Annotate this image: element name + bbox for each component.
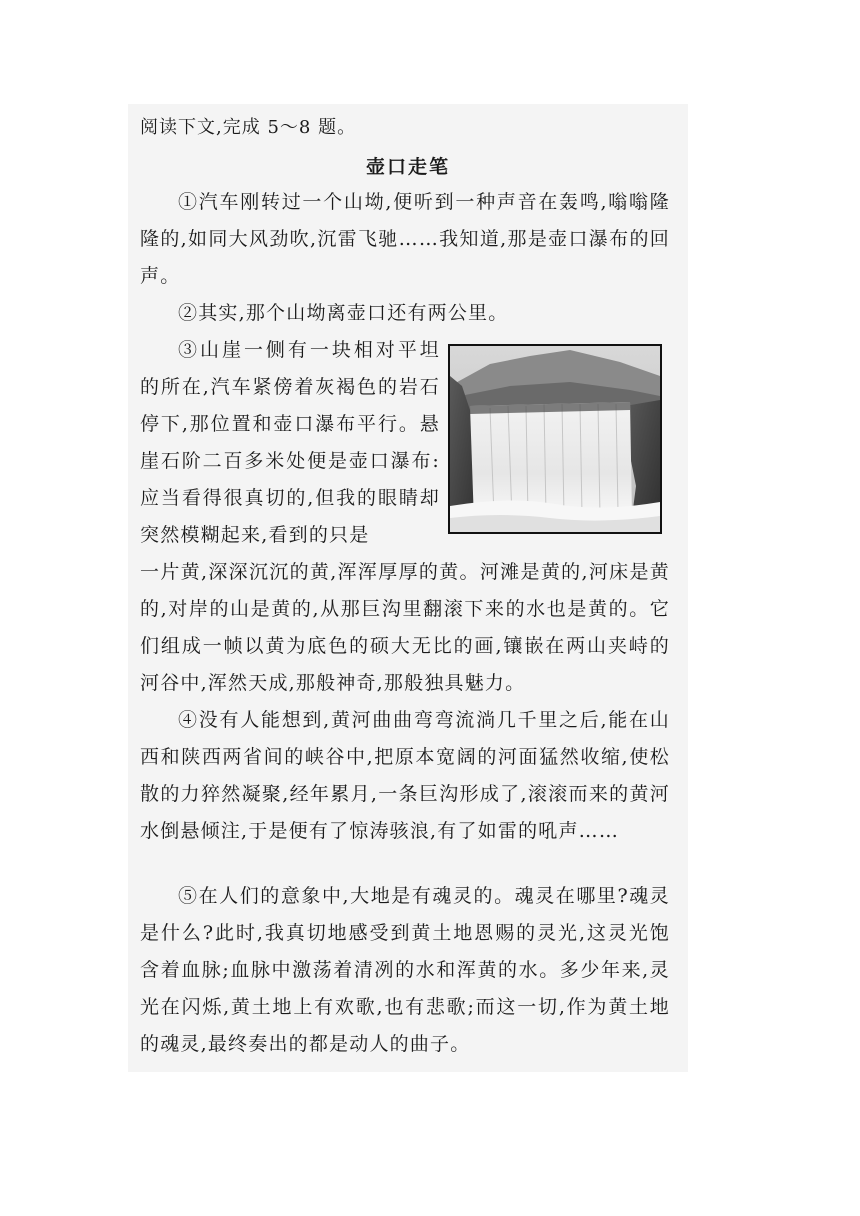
paragraph-1: ①汽车刚转过一个山坳,便听到一种声音在轰鸣,嗡嗡隆隆的,如同大风劲吹,沉雷飞驰……我知道,那是壶口瀑布的回声。 [140, 191, 670, 287]
paragraph-3-continued: 一片黄,深深沉沉的黄,浑浑厚厚的黄。河滩是黄的,河床是黄的,对岸的山是黄的,从那巨沟里翻滚下来的水也是黄的。它们组成一帧以黄为底色的硕大无比的画,镶嵌在两山夹峙的河谷中,浑然天成,那般神奇,那般独具魅力。 [140, 561, 670, 694]
reading-instruction: 阅读下文,完成 5～8 题。 [140, 117, 357, 138]
waterfall-photo [448, 344, 662, 534]
paragraph-4: ④没有人能想到,黄河曲曲弯弯流淌几千里之后,能在山西和陕西两省间的峡谷中,把原本宽阔的河面猛然收缩,使松散的力猝然凝聚,经年累月,一条巨沟形成了,滚滚而来的黄河水倒悬倾注,于是便有了惊涛骇浪,有了如雷的吼声…… [140, 709, 670, 842]
paragraph-3-wrapped: ③山崖一侧有一块相对平坦的所在,汽车紧傍着灰褐色的岩石停下,那位置和壶口瀑布平行。悬崖石阶二百多米处便是壶口瀑布:应当看得很真切的,但我的眼睛却突然模糊起来,看到的只是 [140, 339, 440, 546]
paragraph-2: ②其实,那个山坳离壶口还有两公里。 [178, 302, 509, 324]
article-title: 壶口走笔 [365, 156, 450, 178]
waterfall-illustration [450, 346, 660, 532]
paragraph-5: ⑤在人们的意象中,大地是有魂灵的。魂灵在哪里?魂灵是什么?此时,我真切地感受到黄土地恩赐的灵光,这灵光饱含着血脉;血脉中激荡着清冽的水和浑黄的水。多少年来,灵光在闪烁,黄土地上有欢歌,也有悲歌;而这一切,作为黄土地的魂灵,最终奏出的都是动人的曲子。 [140, 885, 670, 1055]
